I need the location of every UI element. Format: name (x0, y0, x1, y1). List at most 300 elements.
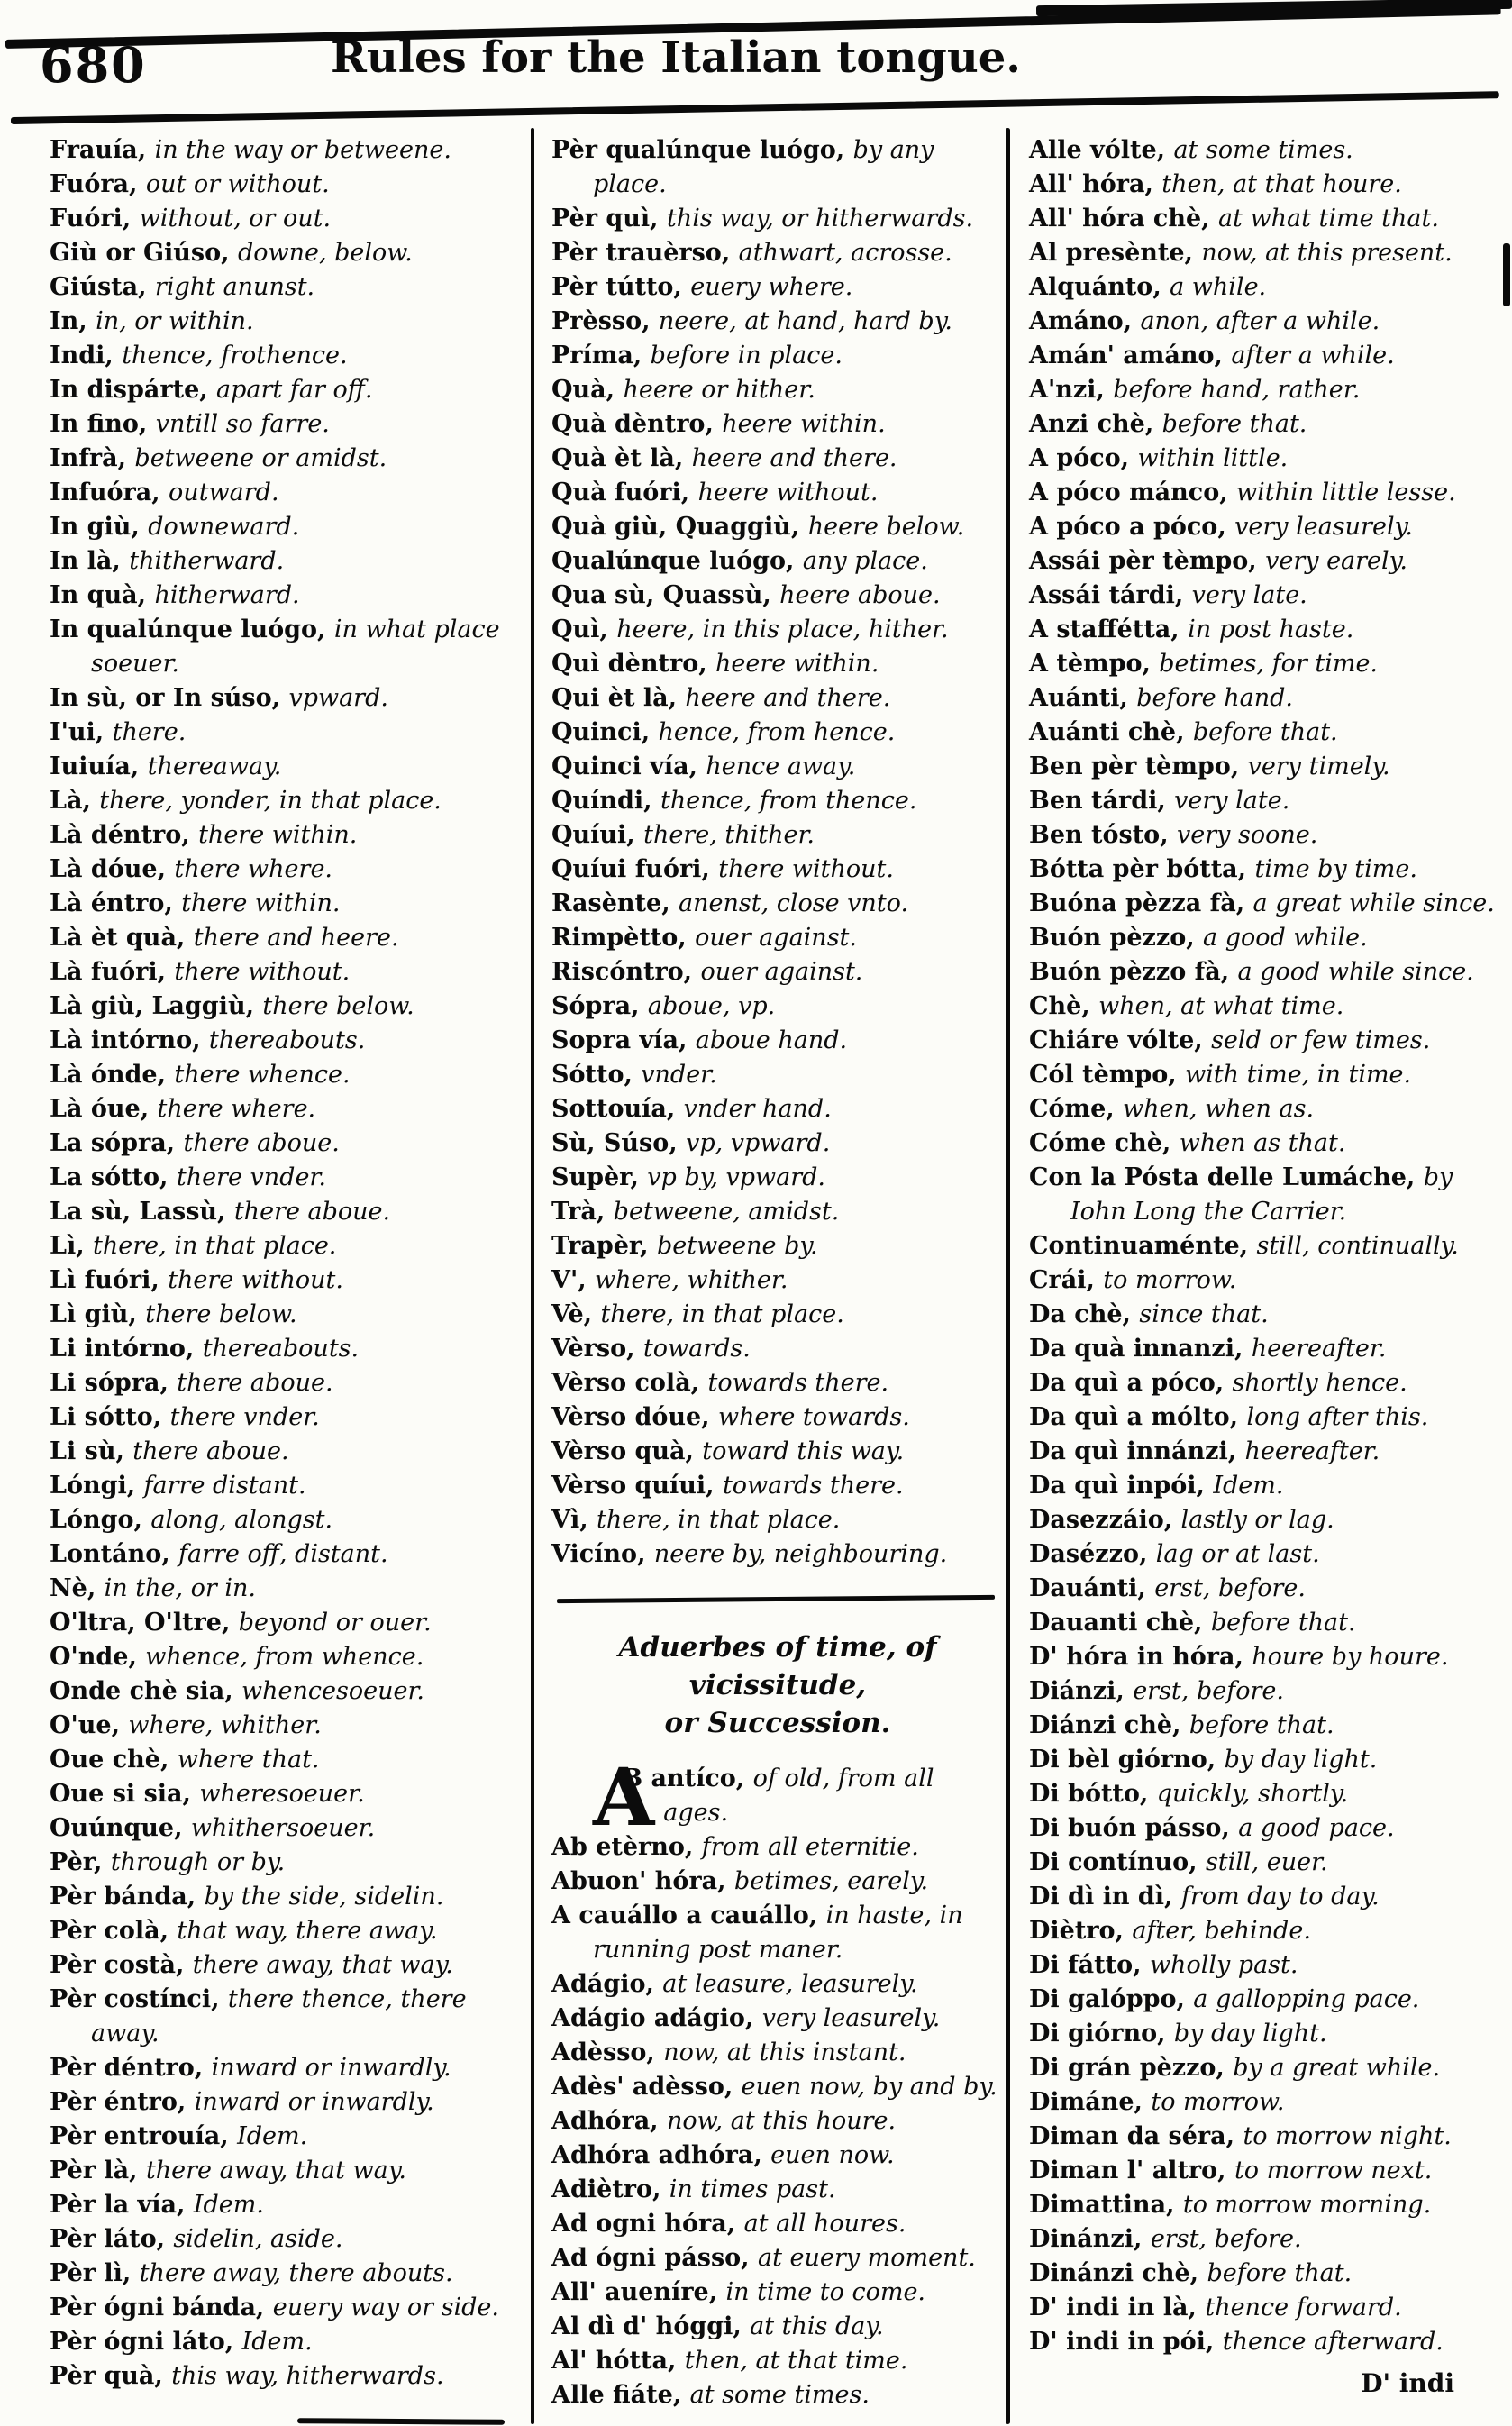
dictionary-entry (1029, 236, 1505, 270)
entry-gloss: before that. (1210, 1609, 1356, 1637)
entry-term: Continuaménte, (1029, 1232, 1257, 1260)
dictionary-entry (551, 2139, 1004, 2173)
entry-gloss: when as that. (1179, 1129, 1346, 1157)
dictionary-entry (1029, 202, 1505, 236)
entry-gloss: with time, in time. (1185, 1061, 1412, 1089)
entry-term: Nè, (50, 1574, 105, 1602)
entry-gloss: heere and there. (691, 444, 897, 472)
entry-gloss: a good while. (1203, 924, 1368, 952)
entry-gloss: there, yonder, in that place. (99, 787, 442, 815)
entry-gloss: there where. (157, 1095, 316, 1123)
dictionary-entry (551, 990, 1004, 1024)
entry-term: Oue si sia, (50, 1780, 200, 1808)
dictionary-entry (551, 2070, 1004, 2104)
dictionary-entry (1029, 2085, 1505, 2120)
entry-gloss: at all houres. (743, 2210, 906, 2238)
dictionary-entry (1029, 1263, 1505, 1298)
entry-term: Lóngo, (50, 1506, 151, 1534)
entry-gloss: there, in that place. (600, 1300, 844, 1328)
entry-gloss: sidelin, aside. (173, 2225, 343, 2253)
dictionary-entry (551, 339, 1004, 373)
entry-term: Al' hótta, (551, 2347, 685, 2375)
dictionary-entry (551, 1024, 1004, 1058)
entry-gloss: ouer against. (700, 958, 863, 986)
dictionary-entry (551, 2036, 1004, 2070)
entry-term: Trapèr, (551, 1232, 657, 1260)
entry-term: Quíui, (551, 821, 644, 849)
entry-term: Pèr tútto, (551, 273, 691, 301)
dictionary-entry (1029, 579, 1505, 613)
entry-term: Assái pèr tèmpo, (1029, 547, 1266, 575)
entry-term: Pèr déntro, (50, 2054, 212, 2082)
entry-gloss: vntill so farre. (155, 410, 330, 438)
entry-gloss: heereafter. (1251, 1335, 1387, 1363)
entry-term: A póco mánco, (1029, 479, 1237, 506)
entry-term: Da quì a póco, (1029, 1369, 1233, 1397)
section-heading (551, 1628, 1004, 1742)
entry-gloss: towards there. (707, 1369, 889, 1397)
dictionary-entry (50, 1674, 532, 1709)
dictionary-entry (551, 784, 1004, 818)
entry-term: Cól tèmpo, (1029, 1061, 1186, 1089)
dictionary-entry (50, 339, 532, 373)
entry-gloss: a gallopping pace. (1193, 1985, 1420, 2013)
dictionary-entry (1029, 1332, 1505, 1366)
entry-gloss: at this day. (750, 2312, 884, 2340)
entry-term: Adiètro, (551, 2175, 669, 2203)
entry-term: Quinci, (551, 718, 659, 746)
entry-gloss: where that. (177, 1746, 320, 1774)
entry-gloss: there vnder. (169, 1403, 320, 1431)
entry-term: Ben pèr tèmpo, (1029, 752, 1248, 780)
dictionary-entry (551, 510, 1004, 544)
entry-gloss: through or by. (110, 1848, 286, 1876)
dictionary-entry (50, 1811, 532, 1846)
entry-term: Là éntro, (50, 889, 182, 917)
entry-term: Sù, Súso, (551, 1129, 687, 1157)
entry-term: Diánzi, (1029, 1677, 1134, 1705)
entry-term: Vèrso quà, (551, 1437, 703, 1465)
entry-term: Adèsso, (551, 2038, 664, 2066)
dictionary-entry (1029, 1298, 1505, 1332)
entry-term: Li sópra, (50, 1369, 178, 1397)
entry-term: Trà, (551, 1198, 614, 1226)
dictionary-entry (1029, 305, 1505, 339)
entry-gloss: there where. (174, 855, 333, 883)
entry-term: Lì giù, (50, 1300, 146, 1328)
entry-gloss: Idem. (237, 2122, 308, 2150)
entry-term: Di giórno, (1029, 2020, 1174, 2048)
entry-gloss: thence, frothence. (122, 342, 348, 369)
entry-term: Da quà innanzi, (1029, 1335, 1252, 1363)
entry-term: A póco a póco, (1029, 513, 1235, 541)
entry-term: D' indi in pói, (1029, 2328, 1223, 2356)
dictionary-entry (551, 2378, 1004, 2412)
dictionary-entry (1029, 1092, 1505, 1126)
entry-term: Pèr lì, (50, 2259, 140, 2287)
entry-gloss: heere and there. (685, 684, 891, 712)
entry-term: Dasezzáio, (1029, 1506, 1181, 1534)
dictionary-entry (551, 2173, 1004, 2207)
entry-gloss: in haste, in running post maner. (593, 1902, 963, 1964)
dictionary-entry (1029, 990, 1505, 1024)
entry-gloss: shortly hence. (1232, 1369, 1407, 1397)
dictionary-entry (50, 681, 532, 716)
entry-term: Di grán pèzzo, (1029, 2054, 1234, 2082)
entry-gloss: there aboue. (183, 1129, 340, 1157)
entry-gloss: there, in that place. (93, 1232, 337, 1260)
dictionary-entry (50, 1126, 532, 1161)
entry-term: O'ue, (50, 1711, 129, 1739)
entry-gloss: in time to come. (725, 2278, 926, 2306)
dictionary-entry (1029, 1366, 1505, 1400)
dictionary-entry (50, 236, 532, 270)
dictionary-entry (50, 2085, 532, 2120)
dictionary-entry (1029, 853, 1505, 887)
entry-gloss: vp by, vpward. (647, 1163, 826, 1191)
entry-term: O'nde, (50, 1643, 146, 1671)
dictionary-entry (1029, 1880, 1505, 1914)
dictionary-entry (50, 2222, 532, 2257)
dictionary-entry (1029, 955, 1505, 990)
dictionary-entry (1029, 1846, 1505, 1880)
entry-gloss: vnder. (641, 1061, 717, 1089)
entry-gloss: whencesoeuer. (241, 1677, 424, 1705)
dictionary-entry (1029, 2188, 1505, 2222)
dictionary-entry (50, 1743, 532, 1777)
dictionary-entry (1029, 1537, 1505, 1572)
dictionary-entry (551, 442, 1004, 476)
entry-gloss: there away, that way. (192, 1951, 453, 1979)
entry-gloss: from all eternitie. (701, 1833, 919, 1861)
dictionary-entry (50, 1572, 532, 1606)
dictionary-entry (1029, 168, 1505, 202)
dictionary-entry (551, 270, 1004, 305)
entry-term: Diman l' altro, (1029, 2157, 1234, 2184)
column-1 (50, 133, 532, 2394)
entry-gloss: when, when as. (1123, 1095, 1315, 1123)
entry-gloss: ouer against. (695, 924, 857, 952)
entry-term: Quà dèntro, (551, 410, 723, 438)
entry-term: In sù, or In súso, (50, 684, 289, 712)
entry-term: Quà, (551, 376, 624, 404)
dictionary-entry (50, 1640, 532, 1674)
dictionary-entry (1029, 1777, 1505, 1811)
bottom-edge-scan-mark (297, 2418, 505, 2425)
dictionary-entry (50, 1846, 532, 1880)
dictionary-entry (50, 305, 532, 339)
entry-gloss: downeward. (148, 513, 300, 541)
entry-gloss: any place. (802, 547, 928, 575)
dictionary-entry (50, 955, 532, 990)
entry-gloss: a good pace. (1238, 1814, 1395, 1842)
dictionary-entry (551, 2344, 1004, 2378)
dictionary-entry (1029, 2257, 1505, 2291)
entry-term: Diánzi chè, (1029, 1711, 1189, 1739)
entry-gloss: there aboue. (233, 1198, 391, 1226)
section-heading-line-2: or Succession. (664, 1707, 891, 1739)
dictionary-entry (50, 1880, 532, 1914)
entry-term: Pèr trauèrso, (551, 239, 739, 267)
entry-term: A tèmpo, (1029, 650, 1160, 678)
dictionary-entry (1029, 1674, 1505, 1709)
entry-term: Quà giù, Quaggiù, (551, 513, 808, 541)
entry-gloss: quickly, shortly. (1156, 1780, 1349, 1808)
dictionary-entry (551, 818, 1004, 853)
dictionary-entry (50, 579, 532, 613)
entry-gloss: there without. (174, 958, 351, 986)
dictionary-entry (1029, 133, 1505, 168)
dictionary-entry (551, 681, 1004, 716)
dictionary-entry (551, 236, 1004, 270)
entry-term: Rasènte, (551, 889, 679, 917)
dictionary-entry (1029, 2154, 1505, 2188)
entry-term: Adhóra, (551, 2107, 667, 2135)
running-title: Rules for the Italian tongue. (331, 32, 1021, 83)
entry-gloss: toward this way. (702, 1437, 905, 1465)
entry-gloss: by the side, sidelin. (204, 1883, 444, 1911)
entry-term: Pèr, (50, 1848, 111, 1876)
entry-gloss: betweene, amidst. (613, 1198, 840, 1226)
entry-gloss: right anunst. (154, 273, 315, 301)
dictionary-entry (50, 887, 532, 921)
entry-term: D' indi in là, (1029, 2294, 1206, 2321)
dictionary-entry (50, 1024, 532, 1058)
entry-term: Con la Pósta delle Lumáche, (1029, 1163, 1424, 1191)
entry-gloss: towards. (642, 1335, 751, 1363)
entry-term: Vicíno, (551, 1540, 654, 1568)
dictionary-entry (551, 1865, 1004, 1899)
entry-gloss: there thence, there away. (91, 1985, 467, 2048)
entry-term: Là giù, Laggiù, (50, 992, 263, 1020)
entry-term: Pèr entrouía, (50, 2122, 238, 2150)
dictionary-entry (50, 510, 532, 544)
dictionary-entry (1029, 716, 1505, 750)
entry-gloss: before hand. (1136, 684, 1293, 712)
entry-term: Buón pèzzo fà, (1029, 958, 1238, 986)
entry-term: Bótta pèr bótta, (1029, 855, 1255, 883)
entry-term: Da chè, (1029, 1300, 1140, 1328)
dictionary-entry (1029, 1161, 1505, 1229)
entry-gloss: in, or within. (96, 307, 254, 335)
entry-gloss: then, at that time. (684, 2347, 908, 2375)
dictionary-entry (551, 2002, 1004, 2036)
dictionary-entry (551, 1229, 1004, 1263)
entry-gloss: when, at what time. (1098, 992, 1344, 1020)
dictionary-entry (1029, 510, 1505, 544)
dictionary-entry (50, 407, 532, 442)
dictionary-entry (551, 921, 1004, 955)
entry-term: Lóngi, (50, 1472, 144, 1500)
dictionary-entry (50, 1366, 532, 1400)
entry-gloss: to morrow. (1151, 2088, 1285, 2116)
entry-term: Ad ogni hóra, (551, 2210, 744, 2238)
entry-gloss: downe, below. (237, 239, 413, 267)
dictionary-entry (50, 1229, 532, 1263)
entry-term: Príma, (551, 342, 651, 369)
entry-term: Da quì innánzi, (1029, 1437, 1245, 1465)
entry-term: Quinci vía, (551, 752, 706, 780)
entry-term: Dimattina, (1029, 2191, 1183, 2219)
entry-gloss: there, thither. (643, 821, 815, 849)
dictionary-entry (551, 1263, 1004, 1298)
dictionary-entry (551, 1161, 1004, 1195)
dictionary-entry (50, 921, 532, 955)
entry-term: Pèr quì, (551, 205, 667, 233)
entry-term: Lì fuóri, (50, 1266, 169, 1294)
entry-gloss: farre off, distant. (178, 1540, 388, 1568)
dictionary-entry (551, 476, 1004, 510)
dictionary-entry (50, 2257, 532, 2291)
entry-gloss: vnder hand. (683, 1095, 832, 1123)
dictionary-entry (551, 1092, 1004, 1126)
dictionary-entry (551, 1126, 1004, 1161)
entry-term: All' hóra chè, (1029, 205, 1218, 233)
entry-gloss: that way, there away. (177, 1917, 438, 1945)
entry-gloss: at leasure, leasurely. (662, 1970, 918, 1998)
entry-gloss: long after this. (1246, 1403, 1429, 1431)
entry-gloss: seld or few times. (1211, 1026, 1431, 1054)
entry-gloss: a great while since. (1252, 889, 1495, 917)
entry-gloss: at what time that. (1217, 205, 1439, 233)
entry-gloss: in the way or betweene. (154, 136, 451, 164)
entry-gloss: inward or inwardly. (194, 2088, 434, 2116)
entry-gloss: heereafter. (1244, 1437, 1380, 1465)
entry-term: Qui èt là, (551, 684, 686, 712)
entry-term: Fuóra, (50, 170, 146, 198)
entry-term: Di buón pásso, (1029, 1814, 1239, 1842)
entry-gloss: wheresoeuer. (199, 1780, 365, 1808)
entry-gloss: neere by, neighbouring. (653, 1540, 948, 1568)
entry-term: I'ui, (50, 718, 113, 746)
drop-cap-letter: A (593, 1750, 655, 1844)
dictionary-entry (50, 442, 532, 476)
entry-gloss: there without. (718, 855, 894, 883)
entry-term: Là déntro, (50, 821, 199, 849)
entry-gloss: hence away. (706, 752, 856, 780)
dictionary-entry (1029, 647, 1505, 681)
entry-term: Li intórno, (50, 1335, 203, 1363)
dictionary-entry (50, 818, 532, 853)
entry-gloss: betimes, earely. (733, 1867, 929, 1895)
dictionary-entry (1029, 784, 1505, 818)
entry-term: D' hóra in hóra, (1029, 1643, 1252, 1671)
entry-gloss: heere or hither. (623, 376, 815, 404)
dictionary-entry (551, 1058, 1004, 1092)
dictionary-entry (50, 476, 532, 510)
entry-gloss: thence, from thence. (660, 787, 917, 815)
dictionary-entry (551, 2104, 1004, 2139)
entry-term: Anzi chè, (1029, 410, 1162, 438)
entry-gloss: euen now, by and by. (741, 2073, 997, 2101)
entry-term: Quíui fuóri, (551, 855, 719, 883)
dictionary-entry (50, 1092, 532, 1126)
entry-term: Sópra, (551, 992, 648, 1020)
entry-term: La sù, Lassù, (50, 1198, 234, 1226)
dictionary-entry (50, 133, 532, 168)
dictionary-entry (50, 2325, 532, 2359)
entry-gloss: now, at this instant. (663, 2038, 906, 2066)
entry-term: B antíco, (622, 1765, 753, 1792)
entry-gloss: in the, or in. (104, 1574, 257, 1602)
entry-gloss: anenst, close vnto. (679, 889, 909, 917)
entry-gloss: where, whither. (128, 1711, 322, 1739)
entry-gloss: in post haste. (1188, 616, 1354, 643)
entry-gloss: before hand, rather. (1113, 376, 1361, 404)
dictionary-entry (551, 1967, 1004, 2002)
entry-gloss: within little lesse. (1236, 479, 1456, 506)
column-2 (551, 133, 1004, 2412)
dictionary-entry (1029, 613, 1505, 647)
dictionary-entry (1029, 887, 1505, 921)
entry-gloss: at some times. (689, 2381, 870, 2409)
dictionary-entry (551, 750, 1004, 784)
dictionary-entry (50, 2154, 532, 2188)
entry-gloss: erst, before. (1154, 1574, 1306, 1602)
entry-gloss: after, behinde. (1132, 1917, 1311, 1945)
entry-term: Buón pèzzo, (1029, 924, 1204, 952)
dictionary-entry (50, 613, 532, 681)
entry-gloss: before that. (1207, 2259, 1353, 2287)
entry-term: La sótto, (50, 1163, 177, 1191)
entry-gloss: aboue hand. (695, 1026, 848, 1054)
entry-gloss: a while. (1170, 273, 1267, 301)
entry-gloss: in times past. (669, 2175, 836, 2203)
dictionary-entry (50, 1948, 532, 1983)
entry-term: Fuóri, (50, 205, 140, 233)
entry-gloss: by Iohn Long the Carrier. (1070, 1163, 1453, 1226)
entry-term: Cóme chè, (1029, 1129, 1180, 1157)
dictionary-entry (551, 1435, 1004, 1469)
entry-gloss: out or without. (145, 170, 330, 198)
dictionary-entry (1029, 2017, 1505, 2051)
entry-gloss: erst, before. (1133, 1677, 1284, 1705)
entry-term: Li sù, (50, 1437, 133, 1465)
dictionary-entry (551, 579, 1004, 613)
entry-term: Pèr qualúnque luógo, (551, 136, 853, 164)
entry-gloss: whithersoeuer. (190, 1814, 376, 1842)
entry-term: Quà èt là, (551, 444, 692, 472)
dictionary-entry (1029, 373, 1505, 407)
entry-term: Di fátto, (1029, 1951, 1150, 1979)
entry-gloss: betweene by. (656, 1232, 818, 1260)
entry-term: Vè, (551, 1300, 601, 1328)
entry-term: Sótto, (551, 1061, 642, 1089)
entry-gloss: thitherward. (129, 547, 285, 575)
entry-term: Ab etèrno, (551, 1833, 702, 1861)
entry-gloss: to morrow. (1103, 1266, 1237, 1294)
dictionary-entry (551, 1400, 1004, 1435)
entry-term: Amán' amáno, (1029, 342, 1232, 369)
entry-gloss: of old, from all ages. (663, 1765, 934, 1827)
entry-gloss: whence, from whence. (145, 1643, 424, 1671)
entry-gloss: heere, in this place, hither. (616, 616, 949, 643)
entry-term: Là, (50, 787, 100, 815)
entry-gloss: still, continually. (1256, 1232, 1459, 1260)
entry-gloss: lastly or lag. (1180, 1506, 1334, 1534)
entry-gloss: heere within. (715, 650, 879, 678)
entry-gloss: still, euer. (1205, 1848, 1328, 1876)
dictionary-entry (1029, 1058, 1505, 1092)
entry-gloss: there away, there abouts. (139, 2259, 453, 2287)
entry-term: Vèrso colà, (551, 1369, 708, 1397)
entry-gloss: Idem. (1213, 1472, 1284, 1500)
entry-gloss: inward or inwardly. (211, 2054, 451, 2082)
dictionary-entry (50, 1332, 532, 1366)
entry-gloss: hitherward. (154, 581, 300, 609)
entry-gloss: hence, from hence. (658, 718, 896, 746)
dictionary-entry (50, 1161, 532, 1195)
